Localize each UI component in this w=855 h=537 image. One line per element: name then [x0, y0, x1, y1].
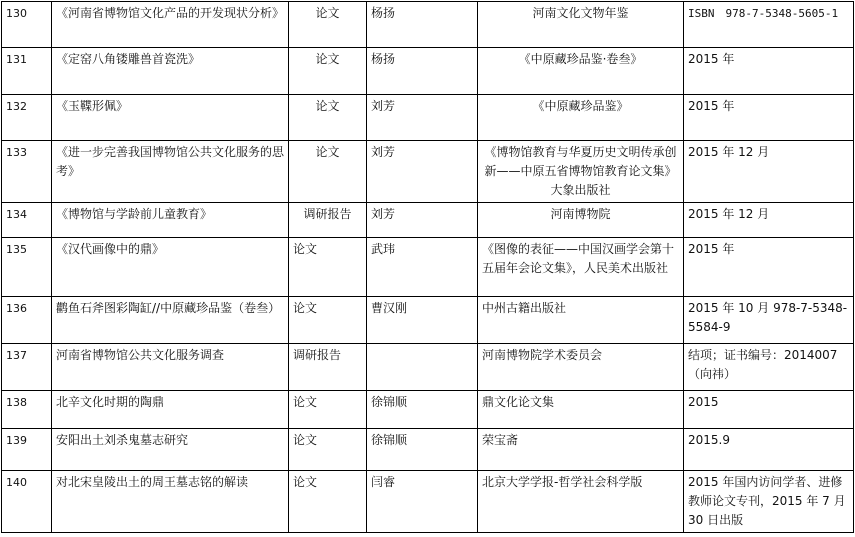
date-cell: 结项；证书编号：2014007（向祎）: [684, 344, 854, 391]
source-cell: 北京大学学报-哲学社会科学版: [478, 471, 684, 533]
source-cell: 河南博物院学术委员会: [478, 344, 684, 391]
type-cell: 论文: [289, 2, 367, 48]
table-row: [2, 141, 854, 203]
publications-table: [1, 1, 854, 533]
row-number: 135: [2, 238, 52, 297]
source-cell: 《中原藏珍品鉴》: [478, 95, 684, 141]
row-number: 137: [2, 344, 52, 391]
title-cell: 安阳出土刘杀鬼墓志研究: [52, 429, 289, 471]
title-cell: 鹳鱼石斧图彩陶缸//中原藏珍品鉴（卷叁）: [52, 297, 289, 344]
date-cell: 2015 年 10 月 978-7-5348-5584-9: [684, 297, 854, 344]
source-cell: 《中原藏珍品鉴·卷叁》: [478, 48, 684, 95]
row-number: 130: [2, 2, 52, 48]
type-cell: 论文: [289, 391, 367, 429]
type-cell: 调研报告: [289, 203, 367, 238]
author-cell: [367, 344, 478, 391]
table-row: [2, 95, 854, 141]
table-row: [2, 391, 854, 429]
title-cell: 河南省博物馆公共文化服务调查: [52, 344, 289, 391]
table-row: [2, 344, 854, 391]
source-cell: 荣宝斋: [478, 429, 684, 471]
row-number: 132: [2, 95, 52, 141]
title-cell: 对北宋皇陵出土的周王墓志铭的解读: [52, 471, 289, 533]
row-number: 134: [2, 203, 52, 238]
row-number: 140: [2, 471, 52, 533]
type-cell: 论文: [289, 48, 367, 95]
type-cell: 论文: [289, 95, 367, 141]
title-cell: 《玉鞢形佩》: [52, 95, 289, 141]
type-cell: 论文: [289, 141, 367, 203]
date-cell: 2015.9: [684, 429, 854, 471]
table-row: [2, 238, 854, 297]
type-cell: 论文: [289, 471, 367, 533]
table-row: [2, 471, 854, 533]
author-cell: 杨扬: [367, 2, 478, 48]
author-cell: 闫睿: [367, 471, 478, 533]
author-cell: 刘芳: [367, 95, 478, 141]
author-cell: 刘芳: [367, 141, 478, 203]
source-cell: 《图像的表征——中国汉画学会第十五届年会论文集》，人民美术出版社: [478, 238, 684, 297]
row-number: 138: [2, 391, 52, 429]
table-row: [2, 297, 854, 344]
row-number: 139: [2, 429, 52, 471]
source-cell: 鼎文化论文集: [478, 391, 684, 429]
date-cell: 2015: [684, 391, 854, 429]
title-cell: 《定窑八角镂雕兽首瓷洗》: [52, 48, 289, 95]
author-cell: 杨扬: [367, 48, 478, 95]
source-cell: 河南博物院: [478, 203, 684, 238]
date-cell: 2015 年 12 月: [684, 203, 854, 238]
source-cell: 中州古籍出版社: [478, 297, 684, 344]
date-cell: 2015 年: [684, 48, 854, 95]
table-row: [2, 48, 854, 95]
row-number: 133: [2, 141, 52, 203]
date-cell: 2015 年国内访问学者、进修教师论文专刊，2015 年 7 月 30 日出版: [684, 471, 854, 533]
author-cell: 徐锦顺: [367, 391, 478, 429]
date-cell: 2015 年: [684, 95, 854, 141]
type-cell: 调研报告: [289, 344, 367, 391]
table-row: [2, 2, 854, 48]
author-cell: 刘芳: [367, 203, 478, 238]
type-cell: 论文: [289, 297, 367, 344]
title-cell: 《河南省博物馆文化产品的开发现状分析》: [52, 2, 289, 48]
source-cell: 《博物馆教育与华夏历史文明传承创新——中原五省博物馆教育论文集》大象出版社: [478, 141, 684, 203]
title-cell: 《汉代画像中的鼎》: [52, 238, 289, 297]
table-row: [2, 429, 854, 471]
author-cell: 徐锦顺: [367, 429, 478, 471]
source-cell: 河南文化文物年鉴: [478, 2, 684, 48]
row-number: 131: [2, 48, 52, 95]
table-row: [2, 203, 854, 238]
author-cell: 武玮: [367, 238, 478, 297]
date-cell: ISBN 978-7-5348-5605-1: [684, 2, 854, 48]
date-cell: 2015 年 12 月: [684, 141, 854, 203]
title-cell: 北辛文化时期的陶鼎: [52, 391, 289, 429]
author-cell: 曹汉刚: [367, 297, 478, 344]
row-number: 136: [2, 297, 52, 344]
type-cell: 论文: [289, 238, 367, 297]
date-cell: 2015 年: [684, 238, 854, 297]
title-cell: 《博物馆与学龄前儿童教育》: [52, 203, 289, 238]
type-cell: 论文: [289, 429, 367, 471]
title-cell: 《进一步完善我国博物馆公共文化服务的思考》: [52, 141, 289, 203]
